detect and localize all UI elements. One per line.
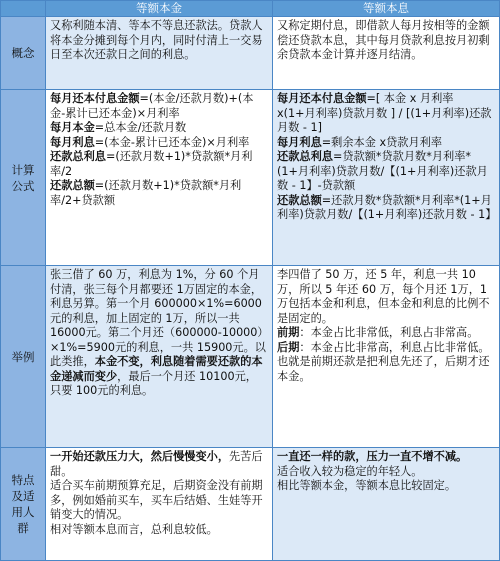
example-late-stage: 后期：本金占比非常高，利息占比非常低。 (277, 340, 490, 354)
example-equal-installment: 李四借了 50 万，还 5 年，利息一共 10 万，所以 5 年还 60 万，每个月还 1万，1万包括本金和利息，但本金和利息的比例不是固定的。 前期：本金占比非常低，利息占非常高。 后期：本金占比非常高，利息占比非常低。 也就是前期还款是把利息先还了，后期才还本金。 (273, 266, 500, 448)
formula-equal-principal (46, 90, 273, 266)
example-equal-principal: 张三借了 60 万，利息为 1%，分 60 个月付清，张三每个月都要还 1万固定的本金，利息另算。第一个月 600000×1%=6000 元的利息，加上固定的 1万，所以一共 16000元。第二个月还（600000-10000）×1%=5900元的利息，一共 15900元。以此类推，本金不变，利息随着需要还款的本金递减而变少，最后一个月还 10100元，只要 100元的利息。 (46, 266, 273, 448)
formula-monthly-interest: 每月利息=(本金-累计已还本金)×月利率 (50, 135, 250, 149)
formula-installment-total-interest: 还款总利息=贷款额*贷款月数*月利率*(1+月利率)贷款月数/【(1+月利率)还款月数 - 1】-贷款额 (277, 150, 488, 192)
row-example (1, 266, 500, 448)
formula-equal-installment (273, 90, 500, 266)
features-equal-installment: 一直还一样的款，压力一直不增不减。 适合收入较为稳定的年轻人。 相比等额本金，等额本息比较固定。 (273, 448, 500, 561)
features-equal-principal: 一开始还款压力大，然后慢慢变小，先苦后甜。 适合买车前期预算充足，后期资金没有前期多，例如婚前买车，买车后结婚、生娃等开销变大的情况。 相对等额本息而言，总利息较低。 (46, 448, 273, 561)
row-concept (1, 17, 500, 90)
row-formula (1, 90, 500, 266)
example-early-stage: 前期：本金占比非常低，利息占非常高。 (277, 326, 479, 339)
concept-equal-installment: 又称定期付息，即借款人每月按相等的金额偿还贷款本息，其中每月贷款利息按月初剩余贷款本金计算并逐月结清。 (273, 17, 500, 90)
label-formula (1, 90, 46, 266)
label-formula-line1: 计算 (11, 162, 35, 177)
header-corner (1, 1, 46, 17)
label-features: 特点 及适 用人 群 (1, 448, 46, 561)
formula-total-amount: 还款总额=(还款月数+1)*贷款额*月利率/2+贷款额 (50, 179, 242, 207)
formula-installment-monthly-payment: 每月还本付息金额=[ 本金 x 月利率 x(1+月利率)贷款月数 ] / [(1+月利率)还款月数 - 1] (277, 92, 492, 134)
header-equal-installment: 等额本息 (273, 1, 500, 17)
formula-monthly-payment: 每月还本付息金额=(本金/还款月数)+(本金-累计已还本金)×月利率 (50, 92, 254, 120)
row-features (1, 448, 500, 561)
header-equal-principal: 等额本金 (46, 1, 273, 17)
concept-equal-principal: 又称利随本清、等本不等息还款法。贷款人将本金分摊到每个月内，同时付清上一交易日至本次还款日之间的利息。 (46, 17, 273, 90)
label-formula-line2: 公式 (11, 178, 35, 193)
formula-total-interest: 还款总利息=(还款月数+1)*贷款额*月利率/2 (50, 150, 253, 178)
formula-installment-monthly-interest: 每月利息=剩余本金 x贷款月利率 (277, 135, 443, 149)
label-example: 举例 (1, 266, 46, 448)
formula-installment-total-amount: 还款总额=还款月数*贷款额*月利率*(1+月利率)贷款月数/【(1+月利率)还款月数 - 1】 (277, 193, 497, 221)
label-concept: 概念 (1, 17, 46, 90)
formula-monthly-principal: 每月本金=总本金/还款月数 (50, 121, 187, 134)
header-row (1, 1, 500, 17)
